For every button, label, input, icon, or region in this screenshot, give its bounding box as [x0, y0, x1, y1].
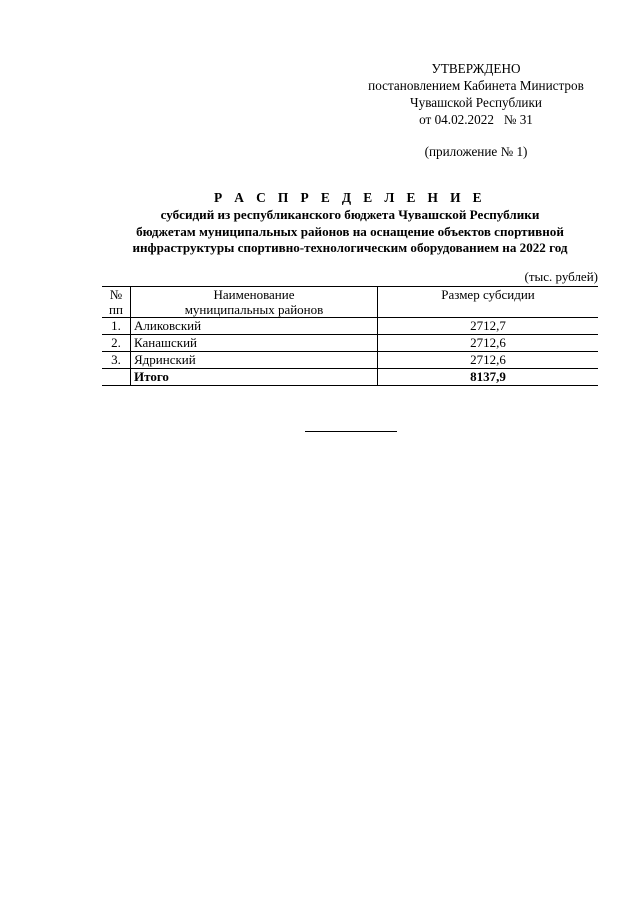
table-row	[102, 335, 598, 352]
table-row	[102, 352, 598, 369]
title-line-3: инфраструктуры спортивно-технологическим оборудованием на 2022 год	[132, 240, 568, 255]
total-amount: 8137,9	[378, 369, 599, 386]
header-name	[131, 287, 378, 318]
annex-label: (приложение № 1)	[424, 144, 528, 159]
title-line-2: бюджетам муниципальных районов на оснащение объектов спортивной	[136, 223, 564, 239]
table-row	[102, 318, 598, 335]
table-total-row	[102, 369, 598, 386]
table-header-row	[102, 287, 598, 318]
approval-heading: УТВЕРЖДЕНО	[431, 61, 521, 76]
distribution-table	[102, 286, 598, 386]
header-number-line2: пп	[109, 302, 123, 317]
approval-stamp	[340, 60, 612, 128]
total-label: Итого	[131, 369, 378, 386]
row-amount: 2712,6	[378, 335, 599, 352]
row-district: Канашский	[131, 335, 378, 352]
total-number-cell	[102, 369, 131, 386]
header-number-line1: №	[109, 287, 123, 302]
approval-issuer: постановлением Кабинета Министров	[368, 78, 584, 93]
row-district: Аликовский	[131, 318, 378, 335]
row-amount: 2712,7	[378, 318, 599, 335]
end-divider	[305, 431, 397, 432]
approval-date-number: от 04.02.2022 № 31	[419, 112, 533, 127]
row-number: 2.	[102, 335, 131, 352]
header-name-line1: Наименование	[213, 287, 295, 302]
approval-republic: Чувашской Республики	[410, 95, 542, 110]
title-heading: Р А С П Р Е Д Е Л Е Н И Е	[213, 190, 487, 205]
document-title	[90, 189, 610, 257]
title-line-1: субсидий из республиканского бюджета Чувашской Республики	[160, 207, 540, 222]
row-number: 1.	[102, 318, 131, 335]
row-district: Ядринский	[131, 352, 378, 369]
unit-note: (тыс. рублей)	[524, 269, 598, 284]
header-name-line2: муниципальных районов	[184, 302, 324, 317]
row-amount: 2712,6	[378, 352, 599, 369]
header-amount: Размер субсидии	[378, 287, 599, 318]
header-number	[102, 287, 131, 318]
row-number: 3.	[102, 352, 131, 369]
